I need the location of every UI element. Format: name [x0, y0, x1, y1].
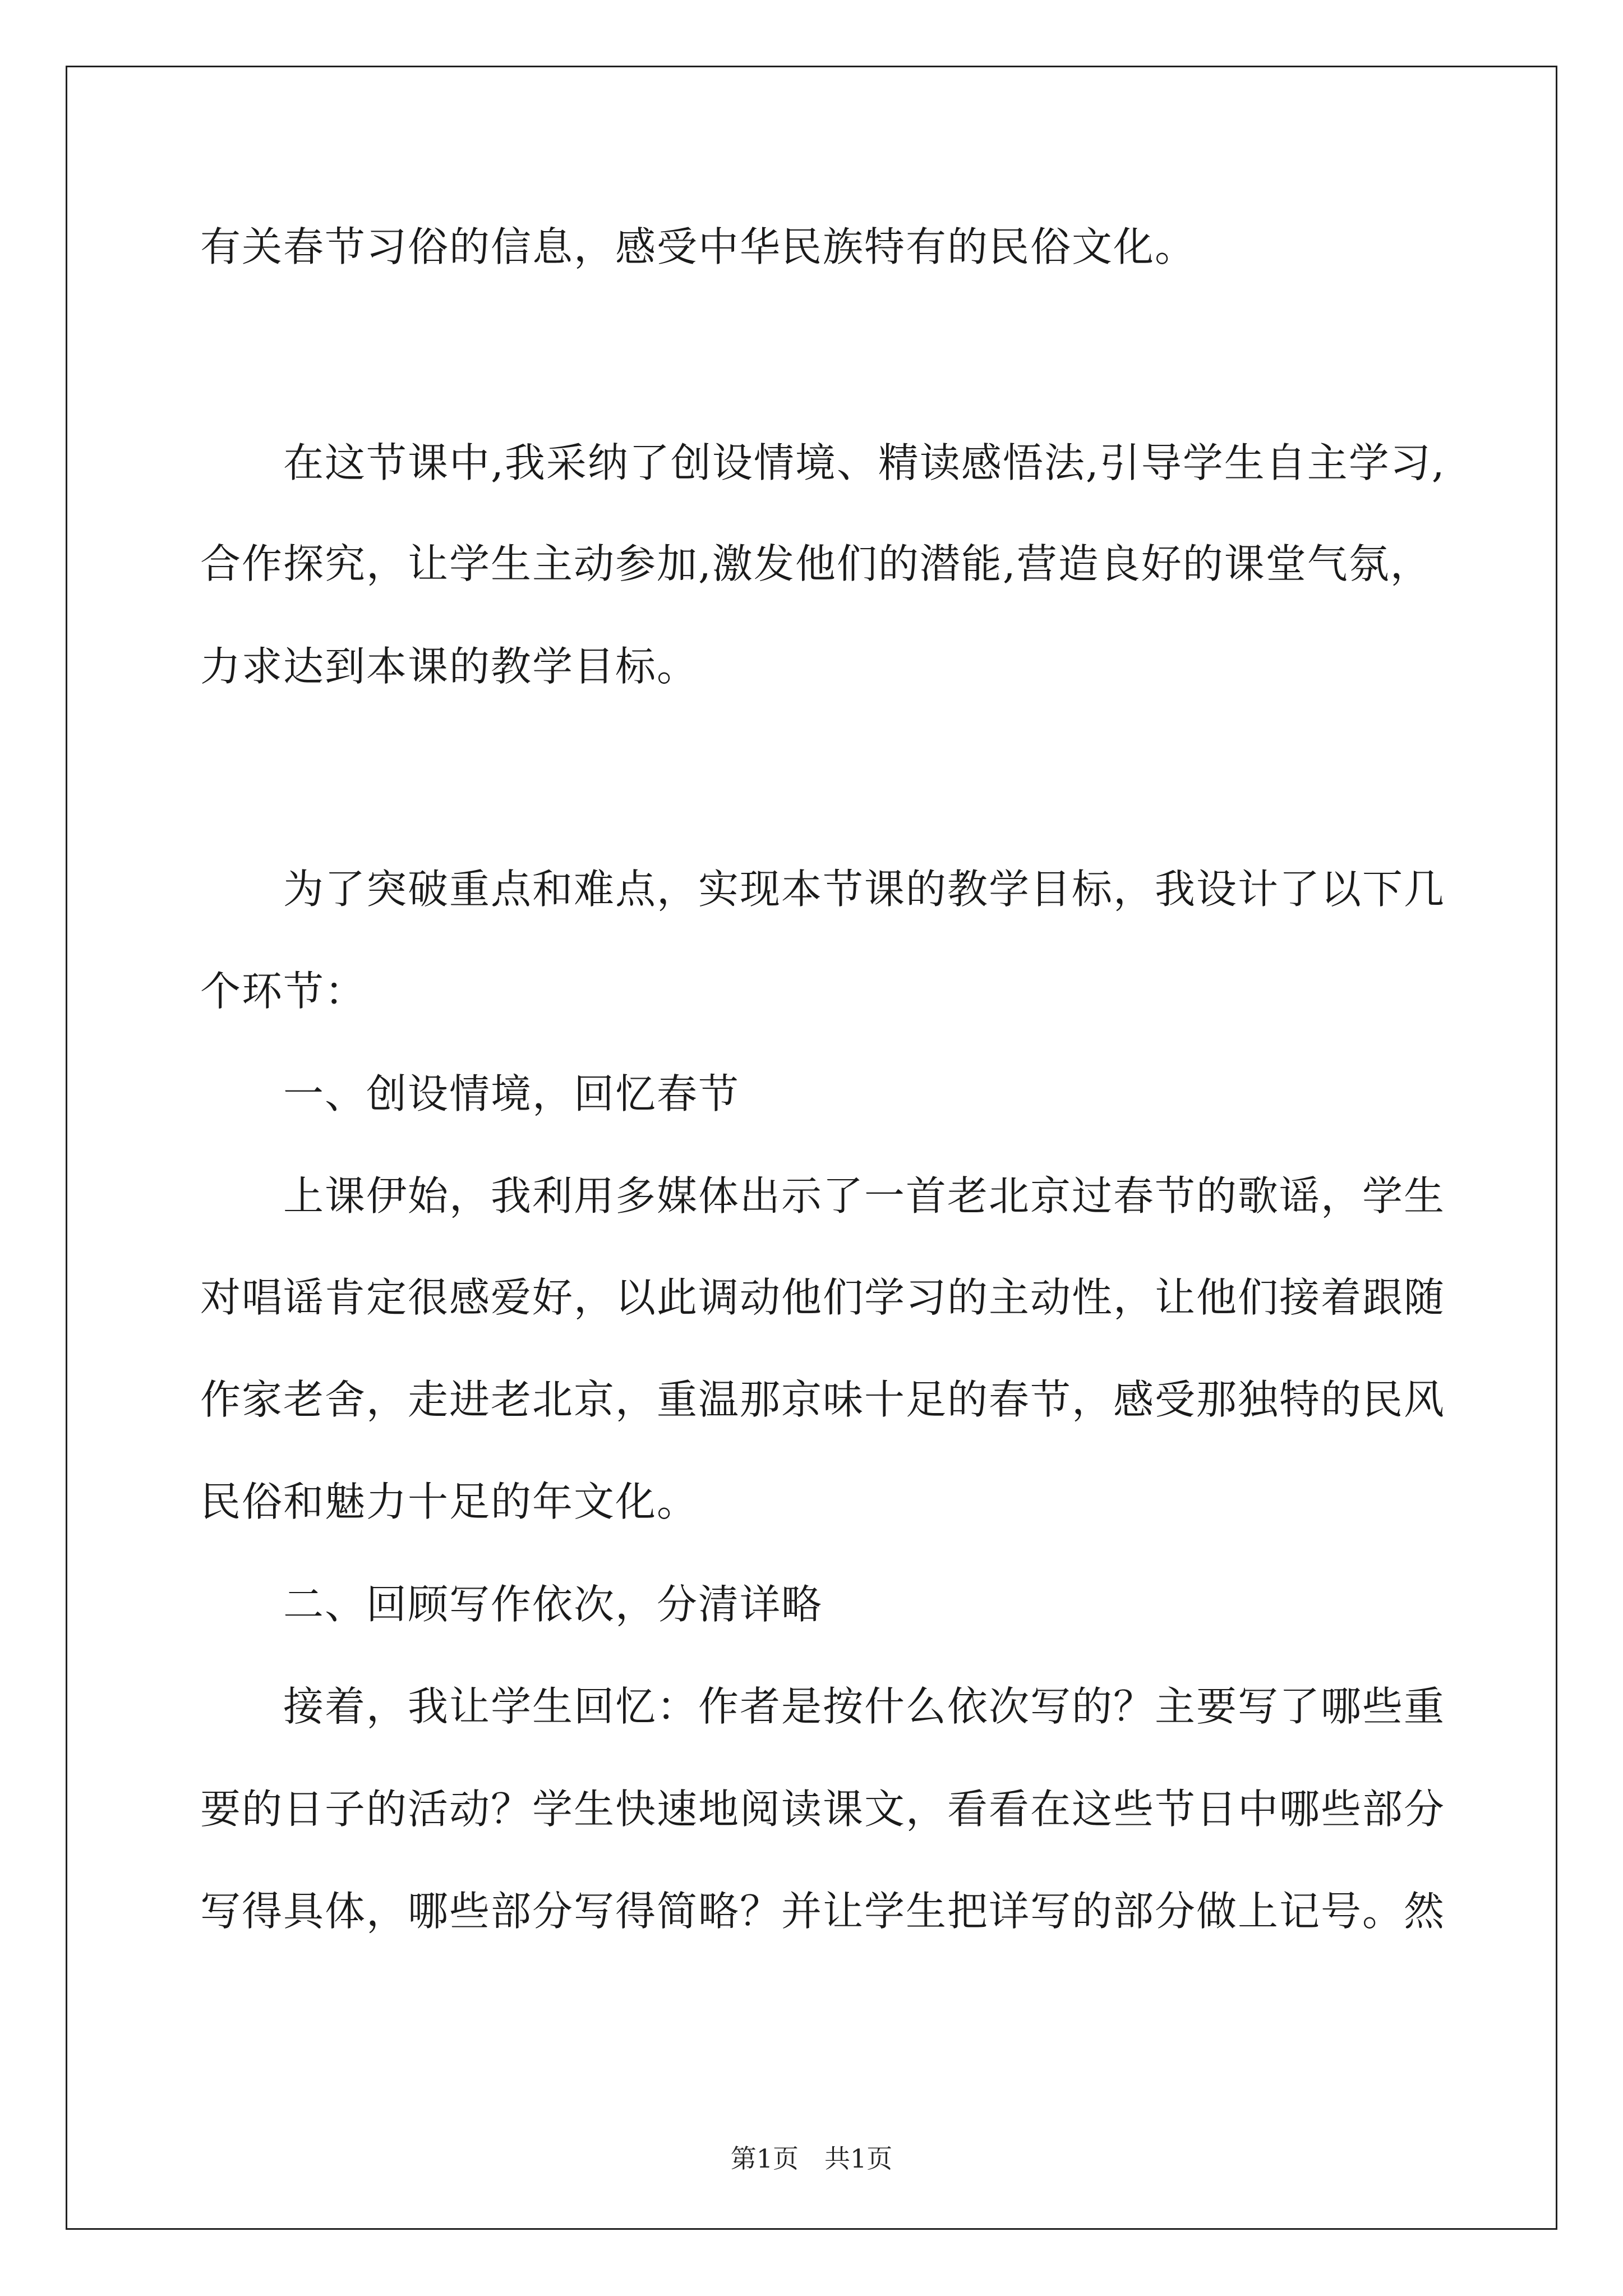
text-line: 要的日子的活动？学生快速地阅读课文，看看在这些节日中哪些部分	[200, 1786, 1446, 1833]
text-line: 接着，我让学生回忆：作者是按什么依次写的？主要写了哪些重	[200, 1683, 1446, 1730]
text-line: 合作探究，让学生主动参加,激发他们的潜能,营造良好的课堂气氛，	[200, 540, 1432, 587]
text-line: 为了突破重点和难点，实现本节课的教学目标，我设计了以下几	[200, 866, 1446, 913]
text-line: 有关春节习俗的信息，感受中华民族特有的民俗文化。	[200, 223, 1197, 270]
text-line: 力求达到本课的教学目标。	[200, 643, 699, 690]
text-line: 对唱谣肯定很感爱好，以此调动他们学习的主动性，让他们接着跟随	[200, 1274, 1446, 1321]
text-line: 作家老舍，走进老北京，重温那京味十足的春节，感受那独特的民风	[200, 1376, 1446, 1423]
page-footer: 第1页 共1页	[730, 2143, 893, 2174]
text-line: 一、创设情境，回忆春节	[200, 1070, 740, 1117]
text-line: 二、回顾写作依次，分清详略	[200, 1581, 823, 1628]
text-line: 上课伊始，我利用多媒体出示了一首老北京过春节的歌谣，学生	[200, 1172, 1446, 1220]
text-line: 个环节：	[200, 968, 367, 1015]
text-line: 写得具体，哪些部分写得简略？并让学生把详写的部分做上记号。然	[200, 1888, 1446, 1935]
text-line: 民俗和魅力十足的年文化。	[200, 1478, 699, 1525]
text-line: 在这节课中,我采纳了创设情境、精读感悟法,引导学生自主学习,	[200, 439, 1446, 486]
